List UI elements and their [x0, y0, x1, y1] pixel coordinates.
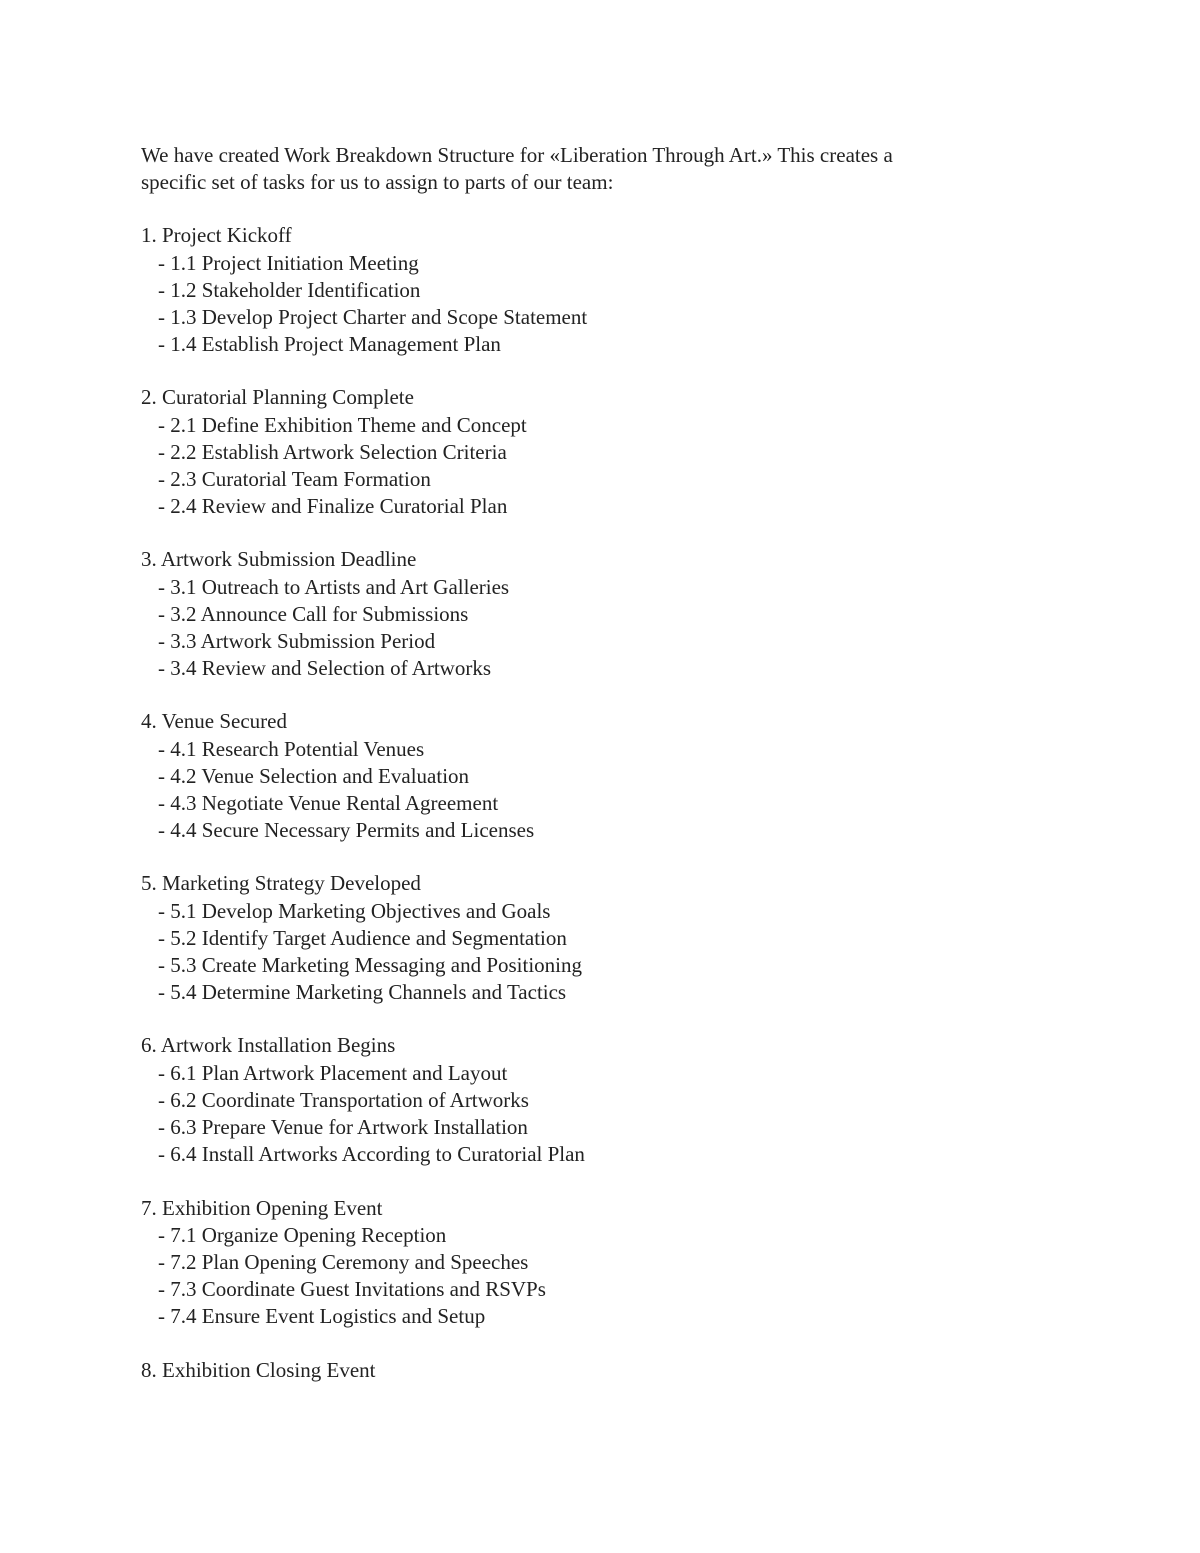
- task-item: - 7.3 Coordinate Guest Invitations and RSVPs: [158, 1277, 546, 1302]
- wbs-section-2: [141, 384, 1041, 520]
- task-item: - 4.2 Venue Selection and Evaluation: [158, 763, 470, 788]
- task-item: - 6.3 Prepare Venue for Artwork Installation: [158, 1115, 528, 1140]
- task-item: - 3.2 Announce Call for Submissions: [158, 601, 469, 626]
- section-title: 6. Artwork Installation Begins: [141, 1033, 396, 1058]
- task-item: - 2.1 Define Exhibition Theme and Concept: [158, 412, 527, 437]
- section-title: 4. Venue Secured: [141, 709, 287, 734]
- task-item: - 6.2 Coordinate Transportation of Artworks: [158, 1087, 529, 1112]
- section-title: 5. Marketing Strategy Developed: [141, 871, 421, 896]
- task-item: - 2.3 Curatorial Team Formation: [158, 467, 431, 492]
- task-item: - 7.1 Organize Opening Reception: [158, 1222, 447, 1247]
- task-item: - 1.2 Stakeholder Identification: [158, 277, 421, 302]
- task-item: - 4.4 Secure Necessary Permits and Licenses: [158, 818, 535, 843]
- task-item: - 5.1 Develop Marketing Objectives and Goals: [158, 898, 551, 923]
- section-title: 8. Exhibition Closing Event: [141, 1357, 376, 1382]
- intro-line: specific set of tasks for us to assign to parts of our team:: [141, 170, 614, 195]
- task-item: - 7.4 Ensure Event Logistics and Setup: [158, 1304, 486, 1329]
- intro-line: We have created Work Breakdown Structure for «Liberation Through Art.» This creates a: [141, 143, 893, 167]
- task-item: - 6.1 Plan Artwork Placement and Layout: [158, 1060, 508, 1085]
- task-item: - 5.2 Identify Target Audience and Segmentation: [158, 925, 567, 950]
- task-item: - 1.3 Develop Project Charter and Scope Statement: [158, 305, 588, 330]
- section-title: 7. Exhibition Opening Event: [141, 1195, 383, 1220]
- task-item: - 2.4 Review and Finalize Curatorial Plan: [158, 494, 508, 519]
- wbs-section-1: [141, 222, 1041, 358]
- task-item: - 3.3 Artwork Submission Period: [158, 629, 436, 654]
- task-item: - 1.4 Establish Project Management Plan: [158, 332, 501, 357]
- section-title: 1. Project Kickoff: [141, 223, 292, 248]
- document-body: [141, 142, 1041, 1410]
- task-item: - 3.4 Review and Selection of Artworks: [158, 656, 492, 681]
- wbs-section-5: [141, 870, 1041, 1006]
- wbs-section-8: [141, 1357, 1041, 1384]
- wbs-section-3: [141, 546, 1041, 682]
- wbs-section-7: [141, 1195, 1041, 1331]
- section-title: 3. Artwork Submission Deadline: [141, 547, 417, 572]
- task-item: - 5.3 Create Marketing Messaging and Positioning: [158, 953, 583, 978]
- task-item: - 5.4 Determine Marketing Channels and Tactics: [158, 980, 567, 1005]
- task-item: - 2.2 Establish Artwork Selection Criteria: [158, 439, 507, 464]
- section-title: 2. Curatorial Planning Complete: [141, 385, 414, 410]
- intro-paragraph: [141, 142, 1041, 196]
- task-item: - 4.3 Negotiate Venue Rental Agreement: [158, 791, 499, 816]
- task-item: - 3.1 Outreach to Artists and Art Galleries: [158, 574, 510, 599]
- task-item: - 1.1 Project Initiation Meeting: [158, 250, 419, 275]
- task-item: - 4.1 Research Potential Venues: [158, 736, 425, 761]
- wbs-section-4: [141, 708, 1041, 844]
- task-item: - 6.4 Install Artworks According to Curatorial Plan: [158, 1142, 585, 1167]
- wbs-section-6: [141, 1032, 1041, 1168]
- task-item: - 7.2 Plan Opening Ceremony and Speeches: [158, 1249, 529, 1274]
